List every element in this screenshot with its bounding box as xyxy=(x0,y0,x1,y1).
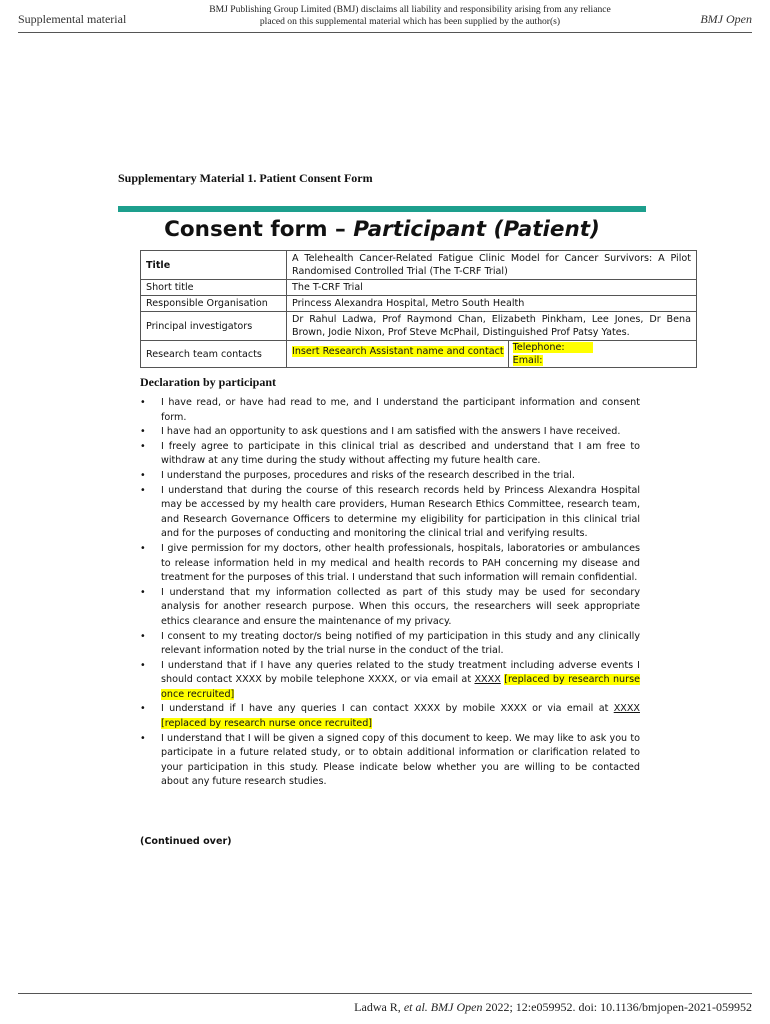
telephone-label: Telephone: xyxy=(513,342,593,353)
bullet-icon: • xyxy=(140,484,146,496)
declaration-text: I have had an opportunity to ask questions and I am satisfied with the answers I have received. xyxy=(161,426,621,438)
declaration-text: I understand that during the course of this research records held by Princess Alexandra Hospital may be accessed by my health care providers, Human Research Ethics Committee, research team, and Research Governance Officers to determine my eligibility for participation in this clinical trial and for the purposes of conducting and monitoring the clinical trial and verifying results. xyxy=(161,484,640,540)
study-info-table xyxy=(140,250,697,368)
highlight-note: [replaced by research nurse once recruited] xyxy=(161,718,373,730)
title-label: Title xyxy=(141,251,287,280)
pi-label: Principal investigators xyxy=(141,312,287,341)
bullet-icon: • xyxy=(140,542,146,554)
pi-value: Dr Rahul Ladwa, Prof Raymond Chan, Elizabeth Pinkham, Lee Jones, Dr Bena Brown, Jodie Nixon, Prof Steve McPhail, Distinguished Prof Patsy Yates. xyxy=(287,312,697,341)
header-disclaimer xyxy=(180,4,640,28)
list-item xyxy=(140,732,640,790)
bullet-icon: • xyxy=(140,703,146,715)
email-link[interactable]: XXXX xyxy=(613,703,640,715)
footer-citation xyxy=(354,1000,752,1015)
header-left-label: Supplemental material xyxy=(18,12,127,26)
table-row xyxy=(141,312,697,341)
bullet-icon: • xyxy=(140,630,146,642)
list-item xyxy=(140,469,640,484)
declaration-text: I freely agree to participate in this clinical trial as described and understand that I am free to withdraw at any time during the study without affecting my future health care. xyxy=(161,440,640,467)
declaration-title: Declaration by participant xyxy=(140,375,276,389)
header-disclaimer-line2: placed on this supplemental material which has been supplied by the author(s) xyxy=(259,16,561,27)
form-title-italic: Participant (Patient) xyxy=(353,217,600,242)
title-accent-bar xyxy=(118,206,646,212)
form-title xyxy=(118,217,646,242)
org-label: Responsible Organisation xyxy=(141,296,287,312)
table-row xyxy=(141,251,697,280)
footer-doi: 2022; 12:e059952. doi: 10.1136/bmjopen-2021-059952 xyxy=(482,1000,752,1014)
form-title-plain: Consent form – xyxy=(164,217,354,242)
email-link[interactable]: XXXX xyxy=(474,674,501,686)
list-item xyxy=(140,702,640,731)
short-title-value: The T-CRF Trial xyxy=(287,280,697,296)
header-divider xyxy=(18,32,752,33)
declaration-text: I understand that I will be given a signed copy of this document to keep. We may like to ask you to participate in a future related study, or to obtain additional information or clarification related to your participation in this study. Please indicate below whether you are willing to be contacted about any future research studies. xyxy=(161,732,640,788)
bullet-icon: • xyxy=(140,397,146,408)
bullet-icon: • xyxy=(140,440,146,452)
bullet-icon: • xyxy=(140,732,146,744)
footer-journal: et al. BMJ Open xyxy=(403,1000,483,1014)
footer-authors: Ladwa R, xyxy=(354,1000,404,1014)
contacts-placeholder: Insert Research Assistant name and contact xyxy=(292,346,504,357)
list-item xyxy=(140,630,640,659)
contacts-label: Research team contacts xyxy=(141,341,287,368)
list-item xyxy=(140,440,640,469)
header-disclaimer-line1: BMJ Publishing Group Limited (BMJ) disclaims all liability and responsibility arising from any reliance xyxy=(209,4,611,15)
bullet-icon: • xyxy=(140,469,146,481)
list-item xyxy=(140,586,640,630)
table-row xyxy=(141,296,697,312)
footer-divider xyxy=(18,993,752,994)
bullet-icon: • xyxy=(140,426,146,438)
declaration-text: I understand that if I have any queries related to the study treatment including adverse events I should contact XXXX by mobile telephone XXXX, or via email at xyxy=(161,659,640,686)
contacts-value xyxy=(287,341,697,368)
bullet-icon: • xyxy=(140,659,146,671)
declaration-text: I consent to my treating doctor/s being notified of my participation in this study and any clinically relevant information noted by the trial nurse in the conduct of the trial. xyxy=(161,630,640,657)
supplement-title: Supplementary Material 1. Patient Consent Form xyxy=(118,171,373,185)
email-label: Email: xyxy=(512,355,543,366)
declaration-text: I understand that my information collected as part of this study may be used for secondary analysis for another research purpose. When this occurs, the researchers will seek appropriate ethics clearance and ensure the maintenance of my privacy. xyxy=(161,586,640,627)
declaration-text: I understand the purposes, procedures and risks of the research described in the trial. xyxy=(161,469,575,481)
list-item xyxy=(140,659,640,703)
declaration-text: I understand if I have any queries I can contact XXXX by mobile XXXX or via email at xyxy=(161,703,614,715)
declaration-list xyxy=(140,396,640,790)
table-row xyxy=(141,341,697,368)
continued-note: (Continued over) xyxy=(140,836,232,847)
list-item xyxy=(140,542,640,586)
table-row xyxy=(141,280,697,296)
list-item xyxy=(140,425,640,440)
declaration-text: I give permission for my doctors, other health professionals, hospitals, laboratories or ambulances to release information held in my medical and health records to PAH concerning my disease and treatment for the purposes of this trial. I understand that such information will remain confidential. xyxy=(161,542,640,584)
short-title-label: Short title xyxy=(141,280,287,296)
list-item xyxy=(140,396,640,425)
header-journal: BMJ Open xyxy=(700,12,752,26)
bullet-icon: • xyxy=(140,586,146,598)
declaration-text: I have read, or have had read to me, and I understand the participant information and consent form. xyxy=(161,397,640,423)
org-value: Princess Alexandra Hospital, Metro South Health xyxy=(287,296,697,312)
list-item xyxy=(140,484,640,542)
title-value: A Telehealth Cancer-Related Fatigue Clinic Model for Cancer Survivors: A Pilot Randomised Controlled Trial (The T-CRF Trial) xyxy=(287,251,697,280)
highlight-note: [replaced by research nurse once recruited] xyxy=(161,674,640,700)
